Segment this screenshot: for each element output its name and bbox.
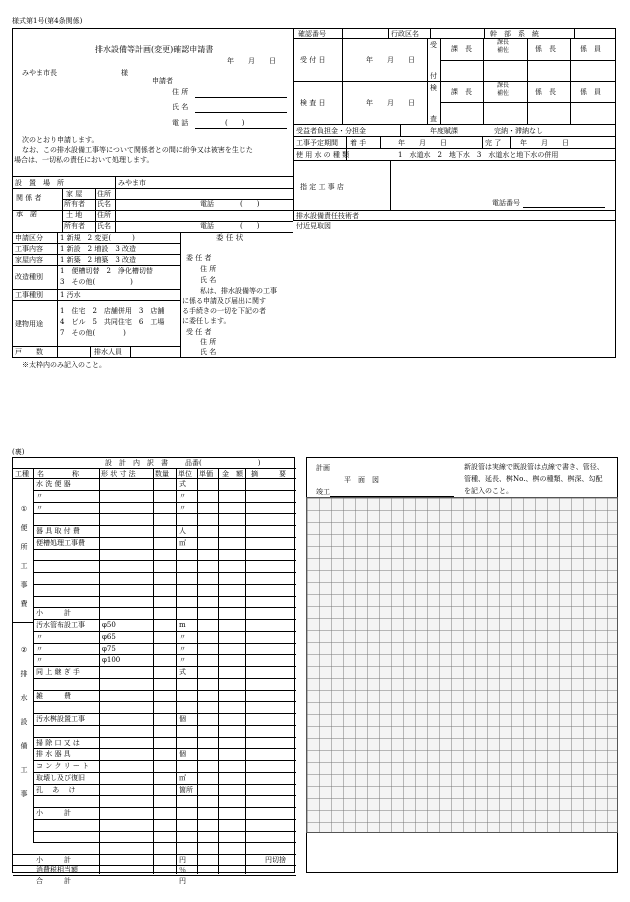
work-type-label: 工事種別 (15, 291, 43, 299)
house-owner-phone-label: 電話 (200, 200, 214, 208)
completion-date: 年 月 日 (520, 139, 569, 147)
house-owner-label: 所有者 (64, 200, 85, 208)
inspection-stamp-label-top: 検 (430, 84, 437, 92)
renovation-type-label: 改造種別 (15, 273, 43, 281)
inspection-date-value: 年 月 日 (366, 99, 415, 107)
estimate-row-unit: 個 (179, 750, 186, 759)
inspection-stamp-label-bottom: 査 (430, 115, 437, 123)
back-side-label: (裏) (12, 448, 25, 456)
section-toilet-char: ① (20, 505, 28, 513)
building-use-options-3: 7 その他( ) (60, 329, 126, 337)
section-toilet-char: 便 (20, 524, 28, 532)
estimate-row-unit: 人 (179, 527, 186, 535)
completion-label: 完 了 (485, 139, 502, 147)
plan-grid[interactable] (306, 497, 618, 833)
work-content-label: 工事内容 (15, 245, 43, 253)
proxy-text-4: に委任します。 (182, 317, 231, 325)
estimate-row-name: 水 洗 便 器 (36, 480, 71, 488)
application-type-label: 申請区分 (15, 234, 43, 242)
receipt-deputy-chief-a: 課長 (497, 39, 510, 46)
building-use-options-1: 1 住宅 2 店舗併用 3 店舗 (60, 307, 165, 315)
trunk-system-label: 幹 部 系 統 (490, 30, 539, 38)
estimate-row-name: 〃 (36, 656, 43, 665)
water-type-options: 1 水道水 2 地下水 3 水道水と地下水の併用 (398, 151, 559, 159)
applicant-phone-label: 電 話 (172, 119, 189, 127)
estimate-row-unit: 式 (179, 480, 186, 488)
estimate-row-name: 排 水 器 具 (36, 750, 71, 759)
estimate-product-number: 品番( ) (185, 459, 261, 467)
estimate-row-spec: φ65 (102, 632, 116, 641)
header-work-type: 工種 (15, 470, 29, 478)
land-owner-name-label: 氏名 (97, 222, 111, 230)
drainage-persons-label: 排水人員 (94, 348, 122, 356)
proxy-text-3: る手続きの一切を下記の者 (182, 307, 266, 315)
payment-status-label: 完納・滞納なし (494, 127, 543, 135)
estimate-row-name: 汚水桝設置工事 (36, 715, 85, 723)
confirmation-number-label: 確認番号 (298, 30, 326, 38)
stakeholder-label: 関 係 者 (16, 194, 42, 202)
header-item-name: 名 称 (37, 470, 79, 478)
plan-label: 計画 (316, 464, 330, 472)
proxy-text-2: に係る申請及び届出に関す (182, 297, 266, 305)
estimate-row-name: 器 具 取 付 費 (36, 527, 80, 535)
estimate-row-name: コ ン ク リ ー ト (36, 762, 90, 770)
note-bold-frame: ※太枠内のみ記入のこと。 (22, 361, 106, 369)
header-quantity: 数量 (155, 470, 169, 478)
applicant-label: 申請者 (152, 77, 173, 85)
proxy-principal-label: 委 任 者 (186, 254, 212, 262)
building-use-label: 建物用途 (15, 320, 43, 328)
receipt-date-label: 受 付 日 (300, 56, 326, 64)
completion-label-plan: 竣工 (316, 488, 330, 496)
receipt-date-value: 年 月 日 (366, 56, 415, 64)
work-type-option: 1 汚水 (60, 291, 81, 299)
estimate-row-unit: 〃 (179, 503, 186, 512)
estimate-row-name: 小 計 (36, 809, 71, 817)
water-type-label: 使 用 水 の 種 類 (296, 151, 350, 159)
land-owner-address-label: 住所 (97, 211, 111, 219)
estimate-row-name: 掃 除 口 又 は (36, 738, 80, 747)
estimate-row-unit: 式 (179, 668, 186, 676)
header-unit: 単位 (178, 470, 192, 478)
section-drainage-char: ② (20, 646, 28, 654)
estimate-row-name: 〃 (36, 503, 43, 512)
section-drainage-char: 排 (20, 670, 28, 678)
disclaimer-line2: 場合は、一切私の責任において処理します。 (14, 156, 154, 164)
responsible-engineer-label: 排水設備責任技術者 (296, 212, 359, 220)
work-content-options: 1 新設 2 増設 3 改造 (60, 245, 137, 253)
house-owner-address-label: 住所 (97, 190, 111, 198)
household-count-label: 戸 数 (15, 348, 43, 356)
estimate-total-unit: ％ (179, 866, 186, 874)
beneficiary-charge-label: 受益者負担金・分担金 (296, 127, 366, 135)
proxy-title: 委 任 状 (216, 233, 244, 242)
install-location-label: 設 置 場 所 (15, 179, 64, 187)
header-amount: 金 額 (222, 470, 243, 478)
proxy-agent-address: 住 所 (200, 338, 217, 346)
receipt-stamp-label-bottom: 付 (430, 72, 437, 80)
estimate-row-name: 小 計 (36, 609, 71, 618)
disclaimer-line1: なお、この排水設備工事等について関係者との間に紛争又は被害を生じた (22, 146, 253, 154)
estimate-row-name: 汚水管布設工事 (36, 621, 85, 629)
inspection-deputy-chief-a: 課長 (497, 82, 510, 89)
plan-note-3: を記入のこと。 (464, 487, 513, 495)
estimate-total-unit: 円 (179, 855, 186, 864)
estimate-total-note: 円切捨 (265, 855, 286, 864)
plan-view-label: 平 面 図 (344, 476, 379, 484)
estimate-row-name: 取壊し及び復旧 (36, 773, 85, 782)
district-label: 行政区名 (391, 30, 419, 38)
estimate-table (12, 457, 295, 885)
receipt-deputy-chief-b: 補佐 (497, 47, 510, 54)
house-owner-phone-paren: ( ) (240, 200, 260, 208)
section-drainage-char: 事 (20, 790, 28, 798)
section-drainage-char: 工 (20, 766, 28, 774)
estimate-row-name: 便槽処理工事費 (36, 538, 85, 547)
applicant-phone-paren: ( ) (225, 119, 245, 127)
house-owner-name-label: 氏名 (97, 200, 111, 208)
house-content-options: 1 新築 2 増築 3 改造 (60, 256, 137, 264)
inspection-staff: 係 員 (580, 88, 601, 96)
vicinity-map-label: 付近見取図 (296, 222, 331, 230)
header-dimensions: 形 状 寸 法 (101, 470, 136, 478)
renovation-type-options-1: 1 便槽切替 2 浄化槽切替 (60, 267, 153, 275)
header-unit-price: 単価 (199, 470, 213, 478)
install-location-city: みやま市 (118, 179, 146, 187)
receipt-unit-chief: 係 長 (535, 45, 556, 53)
plan-note-1: 新設管は実線で既設管は点線で書き、管径、 (464, 463, 604, 471)
section-toilet-char: 所 (20, 543, 28, 551)
section-drainage-char: 設 (20, 718, 28, 726)
addressee: みやま市長 (22, 69, 57, 77)
section-toilet-char: 工 (20, 562, 28, 570)
estimate-row-unit: 〃 (179, 644, 186, 653)
land-owner-phone-label: 電話 (200, 222, 214, 230)
section-toilet-label (18, 500, 30, 614)
addressee-suffix: 様 (121, 69, 128, 77)
house-label: 家 屋 (66, 190, 83, 198)
inspection-section-chief: 課 長 (451, 88, 472, 96)
estimate-row-spec: φ100 (102, 656, 121, 665)
plan-note-2: 管種、延長、桝No.、桝の種類、桝深、勾配 (464, 475, 603, 483)
header-remarks: 摘 要 (251, 470, 286, 478)
estimate-total-name: 合 計 (36, 876, 71, 885)
section-toilet-char: 費 (20, 600, 28, 608)
estimate-row-name: 〃 (36, 644, 43, 653)
estimate-row-unit: m (179, 621, 186, 629)
applicant-address-label: 住 所 (172, 88, 189, 96)
receipt-staff: 係 員 (580, 45, 601, 53)
estimate-row-unit: 〃 (179, 632, 186, 641)
section-drainage-char: 備 (20, 742, 28, 750)
application-date: 年 月 日 (227, 57, 276, 65)
estimate-row-unit: 個 (179, 715, 186, 723)
estimate-row-unit: ㎡ (179, 538, 186, 547)
inspection-deputy-chief-b: 補佐 (497, 90, 510, 97)
application-statement: 次のとおり申請します。 (22, 136, 99, 144)
estimate-total-name: 小 計 (36, 855, 71, 864)
estimate-row-spec: φ75 (102, 644, 116, 653)
construction-period-label: 工事予定期間 (296, 139, 338, 147)
application-type-options: 1 新規 2 変更( ) (60, 234, 135, 242)
estimate-row-name: 雑 費 (36, 691, 71, 700)
applicant-name-label: 氏 名 (172, 103, 189, 111)
proxy-principal-address: 住 所 (200, 265, 217, 273)
fiscal-year-label: 年度賦課 (430, 127, 458, 135)
estimate-row-spec: φ50 (102, 621, 116, 629)
inspection-unit-chief: 係 長 (535, 88, 556, 96)
house-content-label: 家屋内容 (15, 256, 43, 264)
renovation-type-options-2: 3 その他( ) (60, 278, 133, 286)
land-label: 土 地 (66, 211, 83, 219)
contractor-phone-label: 電話番号 (492, 199, 520, 207)
proxy-principal-name: 氏 名 (200, 276, 217, 284)
estimate-row-unit: 〃 (179, 491, 186, 500)
designated-contractor-label: 指 定 工 事 店 (300, 183, 344, 191)
section-toilet-char: 事 (20, 581, 28, 589)
building-use-options-2: 4 ビル 5 共同住宅 6 工場 (60, 318, 165, 326)
application-title: 排水設備等計画(変更)確認申請書 (95, 45, 214, 54)
estimate-row-name: 同 上 継 ぎ 手 (36, 668, 80, 676)
land-owner-phone-paren: ( ) (240, 222, 260, 230)
estimate-row-unit: ㎡ (179, 773, 186, 782)
proxy-agent-label: 受 任 者 (186, 328, 212, 336)
section-drainage-char: 水 (20, 694, 28, 702)
estimate-total-unit: 円 (179, 876, 186, 885)
estimate-row-name: 孔 あ け (36, 785, 76, 794)
land-owner-label: 所有者 (64, 222, 85, 230)
estimate-row-name: 〃 (36, 632, 43, 641)
proxy-text-1: 私は、排水設備等の工事 (200, 287, 277, 295)
receipt-stamp-label-top: 受 (430, 41, 437, 49)
form-number-label: 様式第1号(第4条関係) (12, 17, 83, 25)
section-drainage-label (18, 638, 30, 806)
estimate-total-name: 消費税相当額 (36, 866, 78, 874)
start-label: 着 手 (350, 139, 367, 147)
proxy-agent-name: 氏 名 (200, 348, 217, 356)
estimate-title: 設 計 内 訳 書 (105, 459, 168, 467)
estimate-row-unit: 〃 (179, 656, 186, 665)
inspection-date-label: 検 査 日 (300, 99, 326, 107)
estimate-row-unit: 箇所 (179, 785, 193, 794)
estimate-row-name: 〃 (36, 491, 43, 500)
consent-label: 承 諾 (16, 210, 37, 218)
receipt-section-chief: 課 長 (451, 45, 472, 53)
start-date: 年 月 日 (398, 139, 447, 147)
